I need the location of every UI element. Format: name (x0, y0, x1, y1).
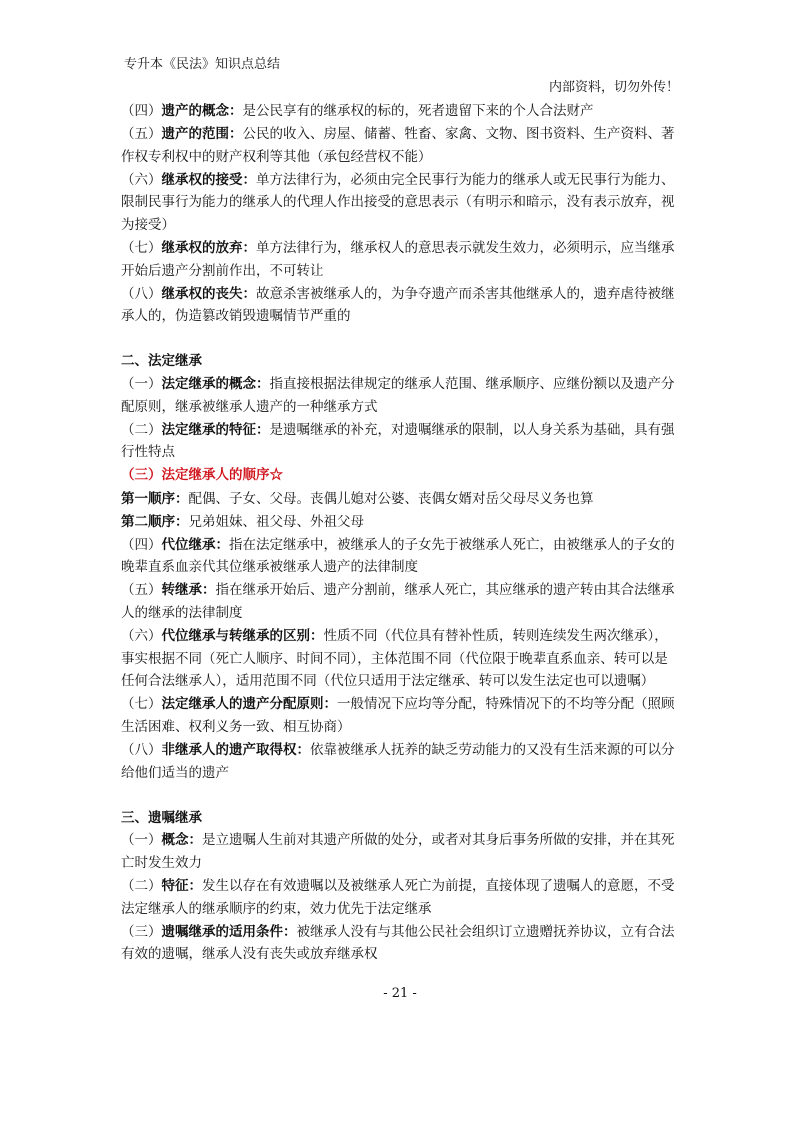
list-item: 第一顺序：配偶、子女、父母。丧偶儿媳对公婆、丧偶女婿对岳父母尽义务也算 (121, 490, 594, 507)
confidential-notice: 内部资料，切勿外传！ (548, 80, 679, 95)
list-item: （一）法定继承的概念：指直接根据法律规定的继承人范围、继承顺序、应继份额以及遗产分配原则，继承被继承人遗产的一种继承方式 (121, 376, 675, 415)
section-heading: 二、法定继承 (121, 353, 202, 370)
list-item: （七）继承权的放弃：单方法律行为，继承权人的意思表示就发生效力，必须明示，应当继承开始后遗产分割前作出，不可转让 (121, 240, 675, 279)
list-item: （八）继承权的丧失：故意杀害被继承人的，为争夺遗产而杀害其他继承人的，遗弃虐待被继承人的，伪造篡改销毁遗嘱情节严重的 (121, 285, 675, 325)
list-item: （六）代位继承与转继承的区别：性质不同（代位具有替补性质，转则连续发生两次继承），事实根据不同（死亡人顺序、时间不同），主体范围不同（代位限于晚辈直系血亲、转可以是任何合法继承人），适用范围不同（代位只适用于法定继承、转可以发生法定也可以遗嘱） (121, 628, 668, 690)
page-number: - 21 - (383, 986, 417, 1001)
document-title: 专升本《民法》知识点总结 (124, 57, 281, 72)
document-body (121, 100, 681, 966)
list-item: （四）遗产的概念：是公民享有的继承权的标的，死者遗留下来的个人合法财产 (121, 103, 594, 119)
highlighted-subheading: （三）法定继承人的顺序☆ (121, 467, 283, 484)
list-item: （五）遗产的范围：公民的收入、房屋、储蓄、牲畜、家禽、文物、图书资料、生产资料、著作权专利权中的财产权利等其他（承包经营权不能） (121, 126, 675, 165)
section-heading: 三、遗嘱继承 (121, 809, 202, 826)
list-item: （八）非继承人的遗产取得权：依靠被继承人抚养的缺乏劳动能力的又没有生活来源的可以分给他们适当的遗产 (121, 742, 675, 781)
list-item: （七）法定继承人的遗产分配原则：一般情况下应均等分配，特殊情况下的不均等分配（照顾生活困难、权利义务一致、相互协商） (121, 696, 675, 735)
list-item: （五）转继承：指在继承开始后、遗产分割前，继承人死亡，其应继承的遗产转由其合法继承人的继承的法律制度 (121, 582, 675, 621)
list-item: （四）代位继承：指在法定继承中，被继承人的子女先于被继承人死亡，由被继承人的子女的晚辈直系血亲代其位继承被继承人遗产的法律制度 (121, 536, 675, 576)
list-item: （三）遗嘱继承的适用条件：被继承人没有与其他公民社会组织订立遗赠抚养协议，立有合法有效的遗嘱，继承人没有丧失或放弃继承权 (121, 923, 675, 963)
list-item: 第二顺序：兄弟姐妹、祖父母、外祖父母 (121, 513, 364, 530)
list-item: （六）继承权的接受：单方法律行为，必须由完全民事行为能力的继承人或无民事行为能力、限制民事行为能力的继承人的代理人作出接受的意思表示（有明示和暗示，没有表示放弃，视为接受） (121, 171, 675, 233)
list-item: （一）概念：是立遗嘱人生前对其遗产所做的处分，或者对其身后事务所做的安排，并在其死亡时发生效力 (121, 832, 675, 871)
list-item: （二）特征：发生以存在有效遗嘱以及被继承人死亡为前提，直接体现了遗嘱人的意愿，不受法定继承人的继承顺序的约束，效力优先于法定继承 (121, 878, 675, 917)
list-item: （二）法定继承的特征：是遗嘱继承的补充，对遗嘱继承的限制，以人身关系为基础，具有强行性特点 (121, 421, 675, 461)
